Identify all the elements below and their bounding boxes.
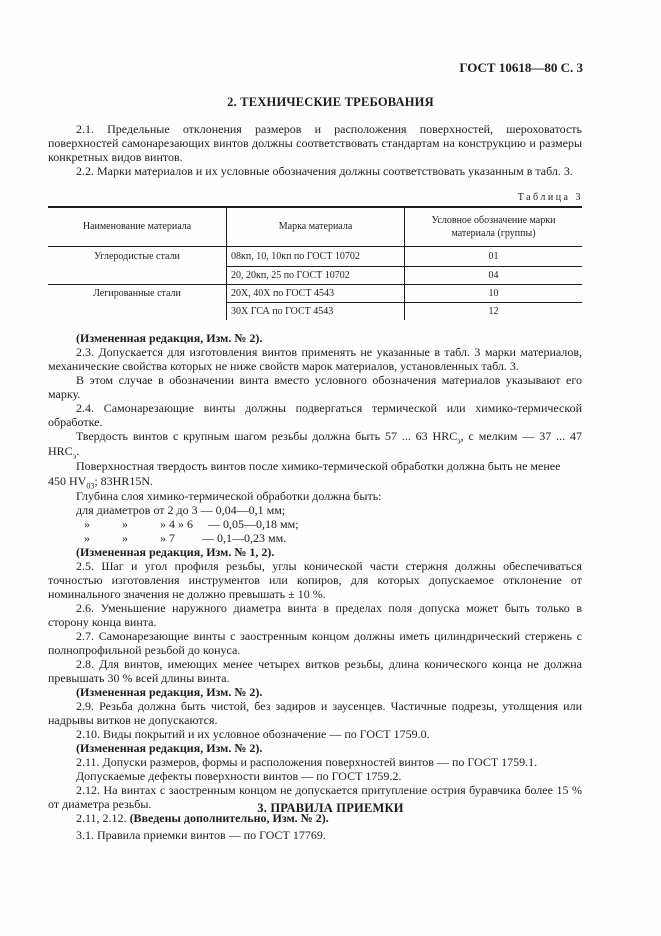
hardness-line-2: $HRC_э$. <box>48 444 80 461</box>
edit-note: (Измененная редакция, Изм. № 1, 2). <box>76 545 275 559</box>
section-2-title: 2. ТЕХНИЧЕСКИЕ ТРЕБОВАНИЯ <box>227 95 434 109</box>
page-header: ГОСТ 10618—80 С. 3 <box>459 60 583 75</box>
clause-2-10: 2.10. Виды покрытий и их условное обозначение — по ГОСТ 1759.0. <box>76 727 430 741</box>
table-cell-grade: 20Х, 40Х по ГОСТ 4543 <box>231 288 334 299</box>
clause-2-9: 2.9. Резьба должна быть чистой, без задиров и заусенцев. Частичные подрезы, утолщения или надрывы витков не допускаются. <box>48 699 582 727</box>
edit-note: (Измененная редакция, Изм. № 2). <box>76 741 263 755</box>
clauses-2-3-to-2-12 <box>48 331 582 825</box>
depth-line-2: » » » 4 » 6 — 0,05—0,18 мм; <box>84 517 299 531</box>
clause-3-1: 3.1. Правила приемки винтов — по ГОСТ 17769. <box>76 828 326 842</box>
table-cell-grade: 20, 20кп, 25 по ГОСТ 10702 <box>231 270 350 281</box>
clause-2-11: 2.11. Допуски размеров, формы и расположения поверхностей винтов — по ГОСТ 1759.1. <box>76 755 538 769</box>
hardness-line-1: Твердость винтов с крупным шагом резьбы должна быть 57 ... 63 $HRC_э$, с мелким — 37 ... 47 <box>76 429 582 446</box>
edit-note: (Измененная редакция, Изм. № 2). <box>76 685 263 699</box>
clauses-added-note: 2.11, 2.12. (Введены дополнительно, Изм. № 2). <box>76 811 329 825</box>
clause-2-12: 2.12. На винтах с заостренным концом не допускается притупление острия буравчика более 15 % от диаметра резьбы. <box>48 783 582 811</box>
table-cell-code: 04 <box>488 270 499 281</box>
table-cell-code: 12 <box>488 306 499 317</box>
clause-2-4: 2.4. Самонарезающие винты должны подвергаться термической или химико-термической обработке. <box>48 401 582 429</box>
table-caption: Таблица 3 <box>517 192 583 203</box>
table-cell-grade: 30Х ГСА по ГОСТ 4543 <box>231 306 334 317</box>
group-carbon-steel: Углеродистые стали <box>94 251 180 262</box>
clause-2-7: 2.7. Самонарезающие винты с заостренным концом должны иметь цилиндрический стержень с полнопрофильной резьбой до конуса. <box>48 629 582 657</box>
clause-2-3: 2.3. Допускается для изготовления винтов применять не указанные в табл. 3 марки материалов, механические свойства которых не ниже свойств марок материалов, установленных табл. 3. <box>48 345 582 373</box>
depth-line-3: » » » 7 — 0,1—0,23 мм. <box>84 531 287 545</box>
edit-note: (Измененная редакция, Изм. № 2). <box>76 331 263 345</box>
depth-intro: Глубина слоя химико-термической обработки должна быть: <box>76 489 382 503</box>
clause-3-1-block <box>48 828 582 842</box>
clause-2-6: 2.6. Уменьшение наружного диаметра винта в пределах поля допуска может быть только в сторону конца винта. <box>48 601 582 629</box>
table-cell-grade: 08кп, 10, 10кп по ГОСТ 10702 <box>231 251 360 262</box>
header-material-grade: Марка материала <box>278 221 353 232</box>
surface-hardness-line-1: Поверхностная твердость винтов после химико-термической обработки должна быть не менее <box>76 459 561 473</box>
header-material-code: Условное обозначение марки материала (группы) <box>431 214 556 239</box>
table-cell-code: 01 <box>488 251 499 262</box>
clause-2-1: 2.1. Предельные отклонения размеров и расположения поверхностей, шероховатость поверхностей самонарезающих винтов должны соответствовать стандартам на конструкцию и размеры конкретных видов винтов. <box>48 122 582 164</box>
header-material-name: Наименование материала <box>82 221 192 232</box>
clause-2-1-block <box>48 122 582 178</box>
section-3-title: 3. ПРАВИЛА ПРИЕМКИ <box>257 801 404 815</box>
clause-2-8: 2.8. Для винтов, имеющих менее четырех витков резьбы, длина конического конца не должна превышать 30 % всей длины винта. <box>48 657 582 685</box>
clause-2-2: 2.2. Марки материалов и их условные обозначения должны соответствовать указанным в табл. 3. <box>76 164 573 178</box>
table-cell-code: 10 <box>488 288 499 299</box>
materials-table <box>48 206 582 320</box>
surface-hardness-line-2: 450 $HV_{03}$; 83HR15N. <box>48 474 154 491</box>
clause-2-3-note: В этом случае в обозначении винта вместо условного обозначения материалов указывают его марку. <box>48 373 582 401</box>
depth-line-1: для диаметров от 2 до 3 — 0,04—0,1 мм; <box>76 503 286 517</box>
clause-2-11-defects: Допускаемые дефекты поверхности винтов — по ГОСТ 1759.2. <box>76 769 402 783</box>
group-alloy-steel: Легированные стали <box>93 288 181 299</box>
clause-2-5: 2.5. Шаг и угол профиля резьбы, углы конической части стержня должны обеспечиваться точностью изготовления инструментов или копиров, для которых допускаемое отклонение от номинального значения не должно превышать ± 10 %. <box>48 559 582 601</box>
